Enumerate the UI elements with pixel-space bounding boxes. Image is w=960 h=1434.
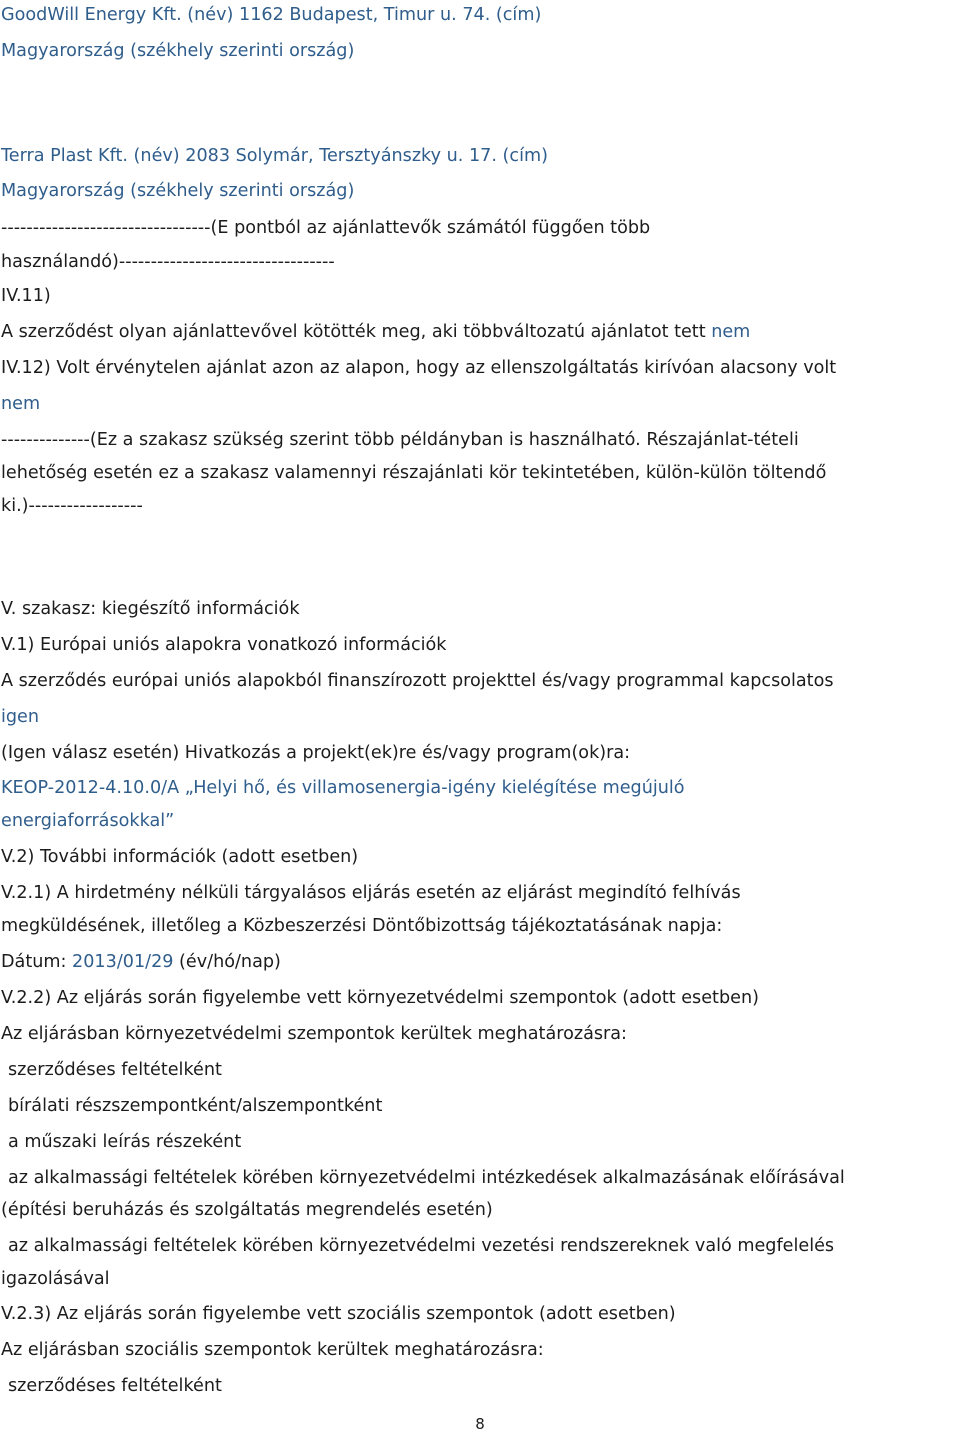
bidder-goodwill-country: Magyarország (székhely szerinti ország) bbox=[1, 41, 355, 61]
page-number: 8 bbox=[475, 1415, 485, 1433]
section-v22-heading: V.2.2) Az eljárás során figyelembe vett környezetvédelmi szempontok (adott esetben) bbox=[1, 988, 759, 1008]
date-label: Dátum: bbox=[1, 952, 67, 972]
section-iv11-heading: IV.11) bbox=[1, 286, 51, 306]
section-v1-reference-line1: KEOP-2012-4.10.0/A „Helyi hő, és villamosenergia-igény kielégítése megújuló bbox=[1, 778, 685, 798]
date-line bbox=[1, 951, 281, 973]
separator-section-line1: --------------(Ez a szakasz szükség szerint több példányban is használható. Részajánlat-tételi bbox=[1, 430, 799, 450]
bidder-terraplast-name: Terra Plast Kft. (név) 2083 Solymár, Tersztyánszky u. 17. (cím) bbox=[1, 146, 548, 166]
separator-e-line2: használandó)---------------------------------- bbox=[1, 252, 335, 272]
section-v1-reference-line2: energiaforrásokkal” bbox=[1, 811, 175, 831]
bidder-terraplast-country: Magyarország (székhely szerinti ország) bbox=[1, 181, 355, 201]
section-v1-heading: V.1) Európai uniós alapokra vonatkozó információk bbox=[1, 635, 447, 655]
separator-e-line1: ---------------------------------(E pontból az ajánlattevők számától függően több bbox=[1, 218, 651, 238]
section-v23-intro: Az eljárásban szociális szempontok kerültek meghatározásra: bbox=[1, 1340, 544, 1360]
env-criterion-item: bírálati részszempontként/alszempontként bbox=[8, 1096, 383, 1116]
env-criterion-item: szerződéses feltételként bbox=[8, 1060, 222, 1080]
section-iv11-question-line bbox=[1, 321, 750, 343]
section-iv12-question: IV.12) Volt érvénytelen ajánlat azon az alapon, hogy az ellenszolgáltatás kirívóan alacsony volt bbox=[1, 358, 837, 378]
section-v22-intro: Az eljárásban környezetvédelmi szempontok kerültek meghatározásra: bbox=[1, 1024, 627, 1044]
section-v1-reference-label: (Igen válasz esetén) Hivatkozás a projekt(ek)re és/vagy program(ok)ra: bbox=[1, 743, 631, 763]
env-criterion-item-continuation: (építési beruházás és szolgáltatás megrendelés esetén) bbox=[1, 1200, 493, 1220]
env-criterion-item: az alkalmassági feltételek körében környezetvédelmi intézkedések alkalmazásának előírásával bbox=[8, 1168, 845, 1188]
section-v21-line1: V.2.1) A hirdetmény nélküli tárgyalásos eljárás esetén az eljárást megindító felhívás bbox=[1, 883, 741, 903]
social-criterion-item: szerződéses feltételként bbox=[8, 1376, 222, 1396]
env-criterion-item-continuation: igazolásával bbox=[1, 1269, 110, 1289]
section-v21-line2: megküldésének, illetőleg a Közbeszerzési Döntőbizottság tájékoztatásának napja: bbox=[1, 916, 723, 936]
bidder-goodwill-name: GoodWill Energy Kft. (név) 1162 Budapest, Timur u. 74. (cím) bbox=[1, 5, 542, 25]
section-v1-answer: igen bbox=[1, 707, 40, 727]
separator-section-line3: ki.)------------------ bbox=[1, 496, 143, 516]
env-criterion-item: az alkalmassági feltételek körében környezetvédelmi vezetési rendszereknek való megfelelés bbox=[8, 1236, 835, 1256]
section-v1-question: A szerződés európai uniós alapokból finanszírozott projekttel és/vagy programmal kapcsolatos bbox=[1, 671, 834, 691]
section-v23-heading: V.2.3) Az eljárás során figyelembe vett szociális szempontok (adott esetben) bbox=[1, 1304, 676, 1324]
section-v-title: V. szakasz: kiegészítő információk bbox=[1, 599, 300, 619]
date-value: 2013/01/29 bbox=[72, 952, 174, 972]
date-format: (év/hó/nap) bbox=[179, 952, 281, 972]
env-criterion-item: a műszaki leírás részeként bbox=[8, 1132, 242, 1152]
separator-section-line2: lehetőség esetén ez a szakasz valamennyi részajánlati kör tekintetében, külön-külön töltendő bbox=[1, 463, 827, 483]
section-v2-heading: V.2) További információk (adott esetben) bbox=[1, 847, 359, 867]
section-iv12-answer: nem bbox=[1, 394, 41, 414]
section-iv11-question: A szerződést olyan ajánlattevővel kötötték meg, aki többváltozatú ajánlatot tett bbox=[1, 322, 706, 342]
section-iv11-answer: nem bbox=[711, 322, 751, 342]
